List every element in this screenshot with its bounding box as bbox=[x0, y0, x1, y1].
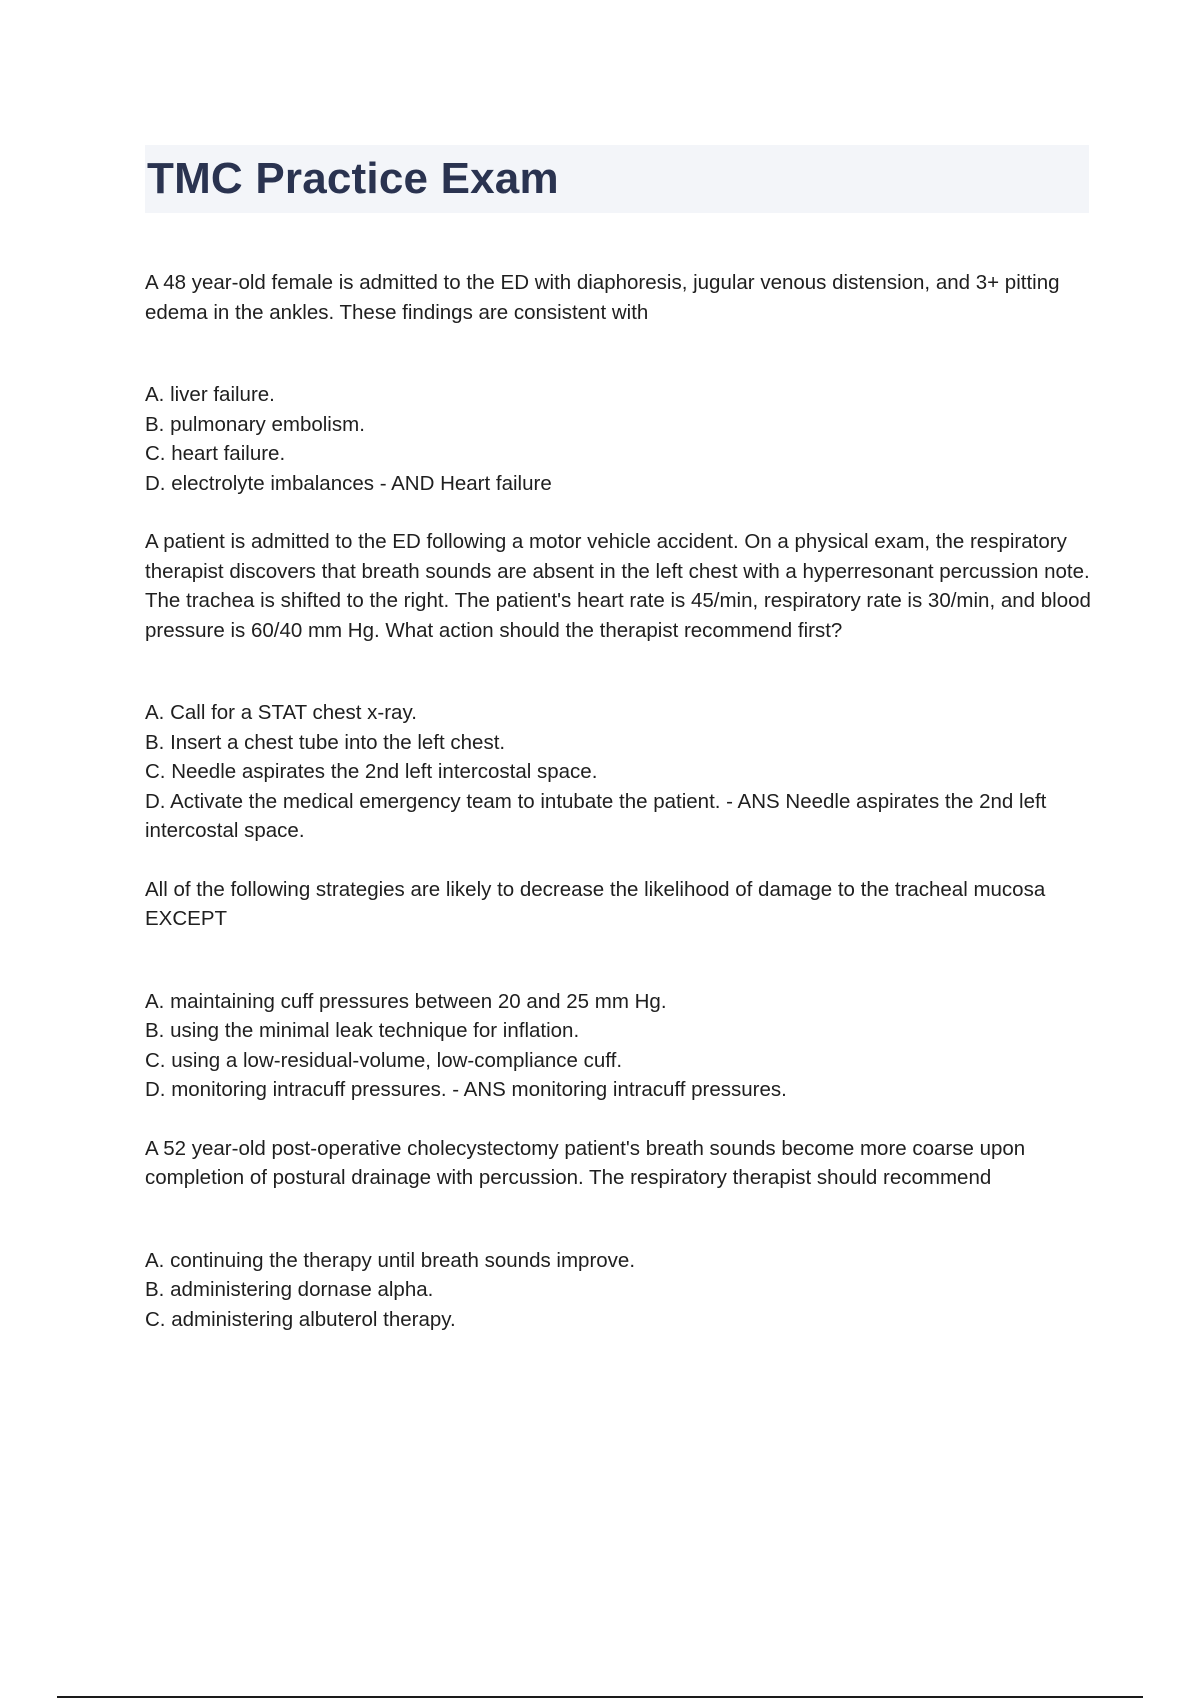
answer-choices bbox=[145, 380, 1095, 498]
footer-divider bbox=[57, 1696, 1143, 1698]
answer-choice: B. administering dornase alpha. bbox=[145, 1278, 434, 1301]
answer-choice: A. continuing the therapy until breath sounds improve. bbox=[145, 1248, 636, 1272]
answer-choice: B. Insert a chest tube into the left chest. bbox=[145, 730, 506, 754]
question-item bbox=[145, 1134, 1095, 1335]
answer-choice: C. Needle aspirates the 2nd left intercostal space. bbox=[145, 760, 598, 783]
answer-choice: A. Call for a STAT chest x-ray. bbox=[145, 701, 417, 724]
question-item bbox=[145, 527, 1095, 846]
answer-choice: D. Activate the medical emergency team to intubate the patient. - ANS Needle aspirates the 2nd left intercostal space. bbox=[145, 789, 1047, 842]
answer-choice: A. liver failure. bbox=[145, 383, 275, 406]
question-item bbox=[145, 268, 1095, 498]
question-stem: All of the following strategies are likely to decrease the likelihood of damage to the tracheal mucosa EXCEPT bbox=[145, 877, 1046, 930]
page-title: TMC Practice Exam bbox=[147, 154, 559, 203]
question-list bbox=[145, 268, 1095, 1334]
question-stem: A 52 year-old post-operative cholecystectomy patient's breath sounds become more coarse upon completion of postural drainage with percussion. The respiratory therapist should recommend bbox=[145, 1136, 1026, 1189]
answer-choice: C. administering albuterol therapy. bbox=[145, 1307, 456, 1331]
answer-choice: C. using a low-residual-volume, low-compliance cuff. bbox=[145, 1048, 623, 1072]
title-band bbox=[145, 145, 1089, 213]
answer-choice: D. monitoring intracuff pressures. - ANS monitoring intracuff pressures. bbox=[145, 1078, 787, 1101]
answer-choice: C. heart failure. bbox=[145, 442, 286, 465]
answer-choice: A. maintaining cuff pressures between 20 and 25 mm Hg. bbox=[145, 989, 667, 1013]
answer-choices bbox=[145, 698, 1095, 846]
answer-choices bbox=[145, 987, 1095, 1105]
question-stem: A 48 year-old female is admitted to the ED with diaphoresis, jugular venous distension, and 3+ pitting edema in the ankles. These findings are consistent with bbox=[145, 271, 1060, 324]
answer-choices bbox=[145, 1246, 1095, 1335]
question-stem: A patient is admitted to the ED following a motor vehicle accident. On a physical exam, the respiratory therapist discovers that breath sounds are absent in the left chest with a hyperresonant percussion note. The trachea is shifted to the right. The patient's heart rate is 45/min, respiratory rate is 30/min, and blood pressure is 60/40 mm Hg. What action should the therapist recommend first? bbox=[145, 530, 1091, 642]
answer-choice: B. pulmonary embolism. bbox=[145, 412, 365, 436]
question-item bbox=[145, 875, 1095, 1105]
answer-choice: D. electrolyte imbalances - AND Heart failure bbox=[145, 471, 552, 495]
answer-choice: B. using the minimal leak technique for inflation. bbox=[145, 1019, 580, 1042]
